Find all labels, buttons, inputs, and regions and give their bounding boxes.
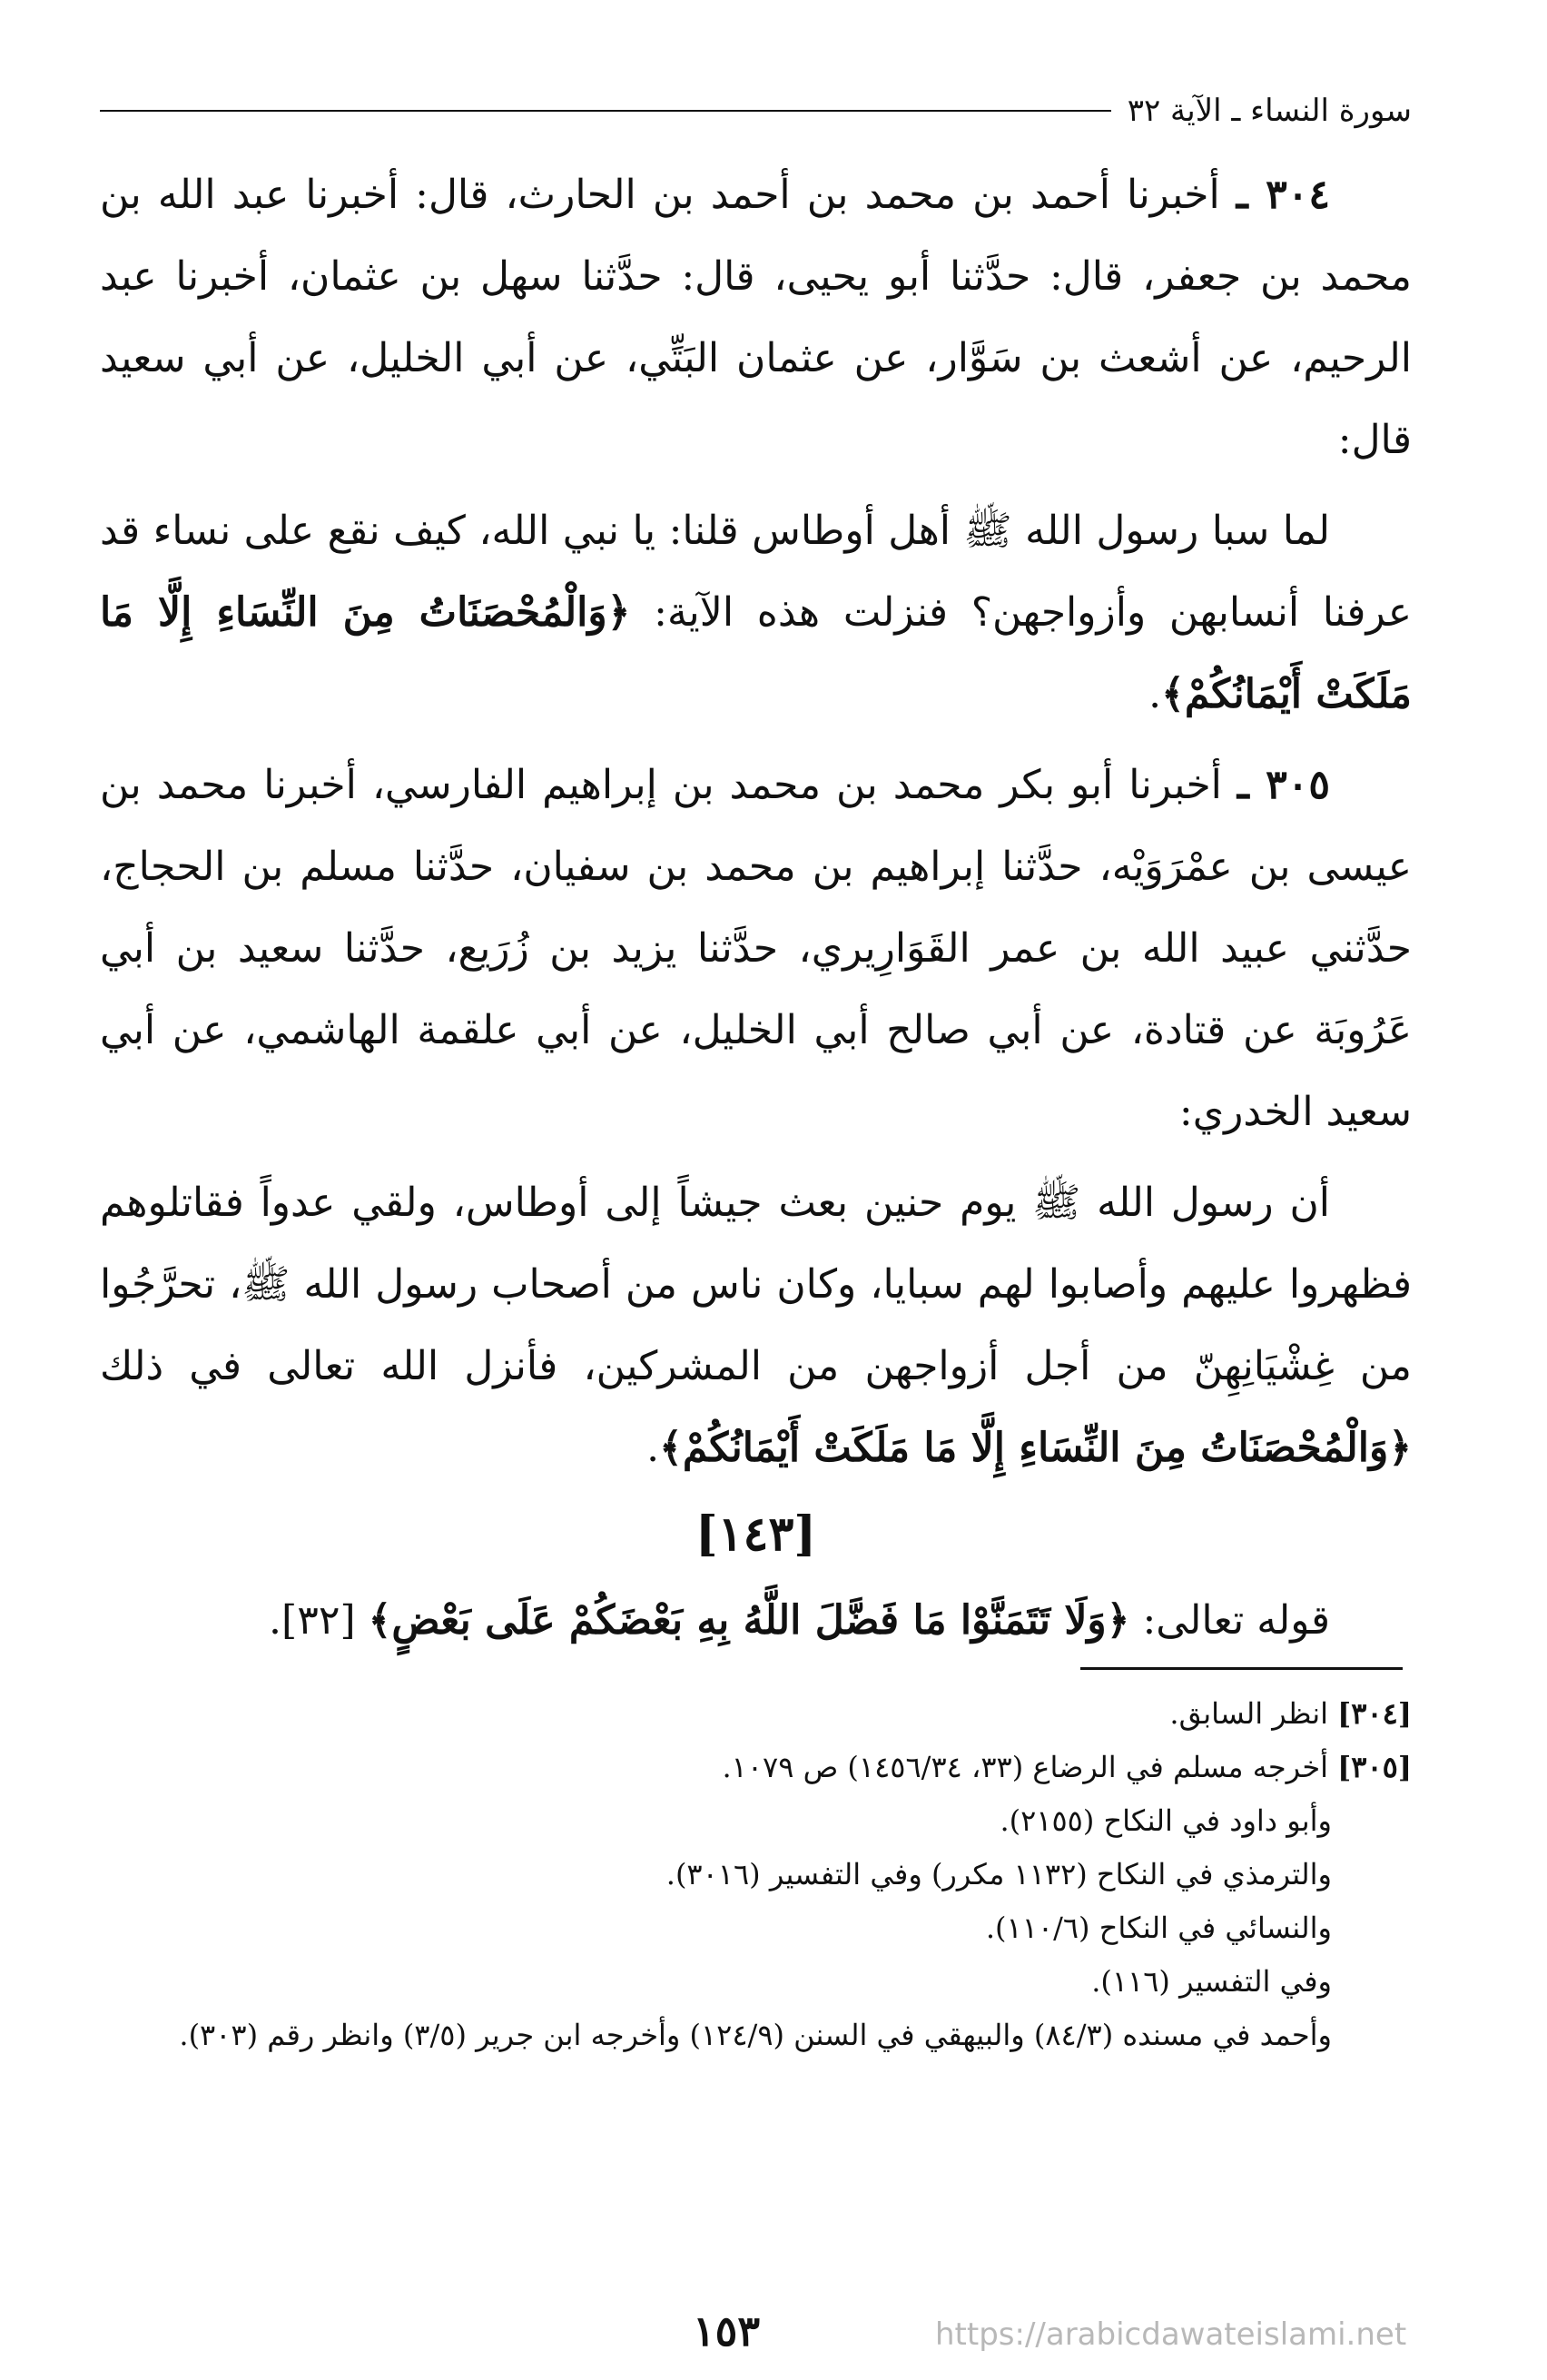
- footnote-item: [100, 1741, 1412, 1794]
- hadith-304-chain: أخبرنا أحمد بن محمد بن أحمد بن الحارث، قال: أخبرنا عبد الله بن محمد بن جعفر، قال: حدَّثنا أبو يحيى، قال: حدَّثنا سهل بن عثمان، أخبرنا عبد الرحيم، عن أشعث بن سَوَّار، عن عثمان البَتِّي، عن أبي الخليل، عن أبي سعيد قال:: [100, 172, 1412, 463]
- footnote-item: [100, 1901, 1412, 1955]
- footnote-item: [100, 2009, 1412, 2062]
- verse-reference: [٣٢].: [269, 1597, 356, 1644]
- footnote-text: والترمذي في النكاح (١١٣٢ مكرر) وفي التفسير (٣٠١٦).: [665, 1857, 1332, 1891]
- hadith-304-isnad: [100, 154, 1412, 481]
- footnote-text: وأحمد في مسنده (٨٤/٣) والبيهقي في السنن (١٢٤/٩) وأخرجه ابن جرير (٣/٥) وانظر رقم (٣٠٣).: [179, 2018, 1332, 2052]
- hadith-305-text: أن رسول الله ﷺ يوم حنين بعث جيشاً إلى أوطاس، ولقي عدواً فقاتلوهم فظهروا عليهم وأصابوا لهم سبايا، وكان ناس من أصحاب رسول الله ﷺ، تحرَّجُوا من غِشْيَانِهِنّ من أجل أزواجهن من المشركين، فأنزل الله تعالى في ذلك: [100, 1180, 1412, 1389]
- header-rule: [100, 110, 1111, 112]
- running-header: [100, 84, 1412, 138]
- hadith-304-text: لما سبا رسول الله ﷺ أهل أوطاس قلنا: يا نبي الله، كيف نقع على نساء قد عرفنا أنسابهن وأزواجهن؟ فنزلت هذه الآية:: [100, 508, 1412, 636]
- page-number: ١٥٣: [692, 2306, 761, 2355]
- watermark-url: https://arabicdawateislami.net: [935, 2316, 1407, 2353]
- hadith-305-end: .: [646, 1425, 660, 1471]
- footnotes: [100, 1687, 1412, 2062]
- hadith-304-end: .: [1148, 671, 1162, 717]
- footnote-ref: [٣٠٤]: [1337, 1696, 1412, 1731]
- footnote-text: والنسائي في النكاح (١١٠/٦).: [985, 1911, 1332, 1945]
- hadith-304-quran-quote: ﴿وَالْمُحْصَنَاتُ مِنَ النِّسَاءِ إِلَّا مَا مَلَكَتْ أَيْمَانُكُمْ﴾: [100, 589, 1412, 717]
- footnote-item: [100, 1848, 1412, 1901]
- hadith-305-isnad: [100, 745, 1412, 1153]
- verse-intro: قوله تعالى:: [1142, 1597, 1330, 1644]
- verse-quran-quote: ﴿وَلَا تَتَمَنَّوْا مَا فَضَّلَ اللَّهُ بِهِ بَعْضَكُمْ عَلَى بَعْضٍ﴾: [368, 1597, 1130, 1644]
- header-title: سورة النساء ـ الآية ٣٢: [1127, 93, 1412, 129]
- hadith-304-number: ٣٠٤ ـ: [1236, 172, 1330, 218]
- footnote-item: [100, 1794, 1412, 1848]
- footnote-item: [100, 1687, 1412, 1741]
- hadith-305-matn: [100, 1162, 1412, 1489]
- verse-heading: [100, 1580, 1412, 1662]
- footnote-text: وأبو داود في النكاح (٢١٥٥).: [1000, 1803, 1332, 1838]
- footnote-divider: [1080, 1667, 1403, 1670]
- footnote-ref: [٣٠٥]: [1337, 1750, 1412, 1784]
- footnote-text: أخرجه مسلم في الرضاع (٣٣، ١٤٥٦/٣٤) ص ١٠٧٩.: [722, 1750, 1328, 1784]
- hadith-305-chain: أخبرنا أبو بكر محمد بن محمد بن إبراهيم الفارسي، أخبرنا محمد بن عيسى بن عمْرَوَيْه، حدَّثنا إبراهيم بن محمد بن سفيان، حدَّثنا مسلم بن الحجاج، حدَّثني عبيد الله بن عمر القَوَارِيري، حدَّثنا يزيد بن زُرَيع، حدَّثنا سعيد بن أبي عَرُوبَة عن قتادة، عن أبي صالح أبي الخليل، عن أبي علقمة الهاشمي، عن أبي سعيد الخدري:: [100, 762, 1412, 1135]
- hadith-304-matn: [100, 490, 1412, 736]
- main-text: [100, 154, 1412, 1662]
- footnote-text: وفي التفسير (١١٦).: [1091, 1964, 1332, 1999]
- hadith-305-quran-quote: ﴿وَالْمُحْصَنَاتُ مِنَ النِّسَاءِ إِلَّا مَا مَلَكَتْ أَيْمَانُكُمْ﴾: [659, 1425, 1412, 1471]
- section-number: [١٤٣]: [695, 1506, 816, 1562]
- hadith-305-number: ٣٠٥ ـ: [1237, 762, 1331, 808]
- footnote-item: [100, 1955, 1412, 2009]
- footnote-text: انظر السابق.: [1169, 1696, 1328, 1731]
